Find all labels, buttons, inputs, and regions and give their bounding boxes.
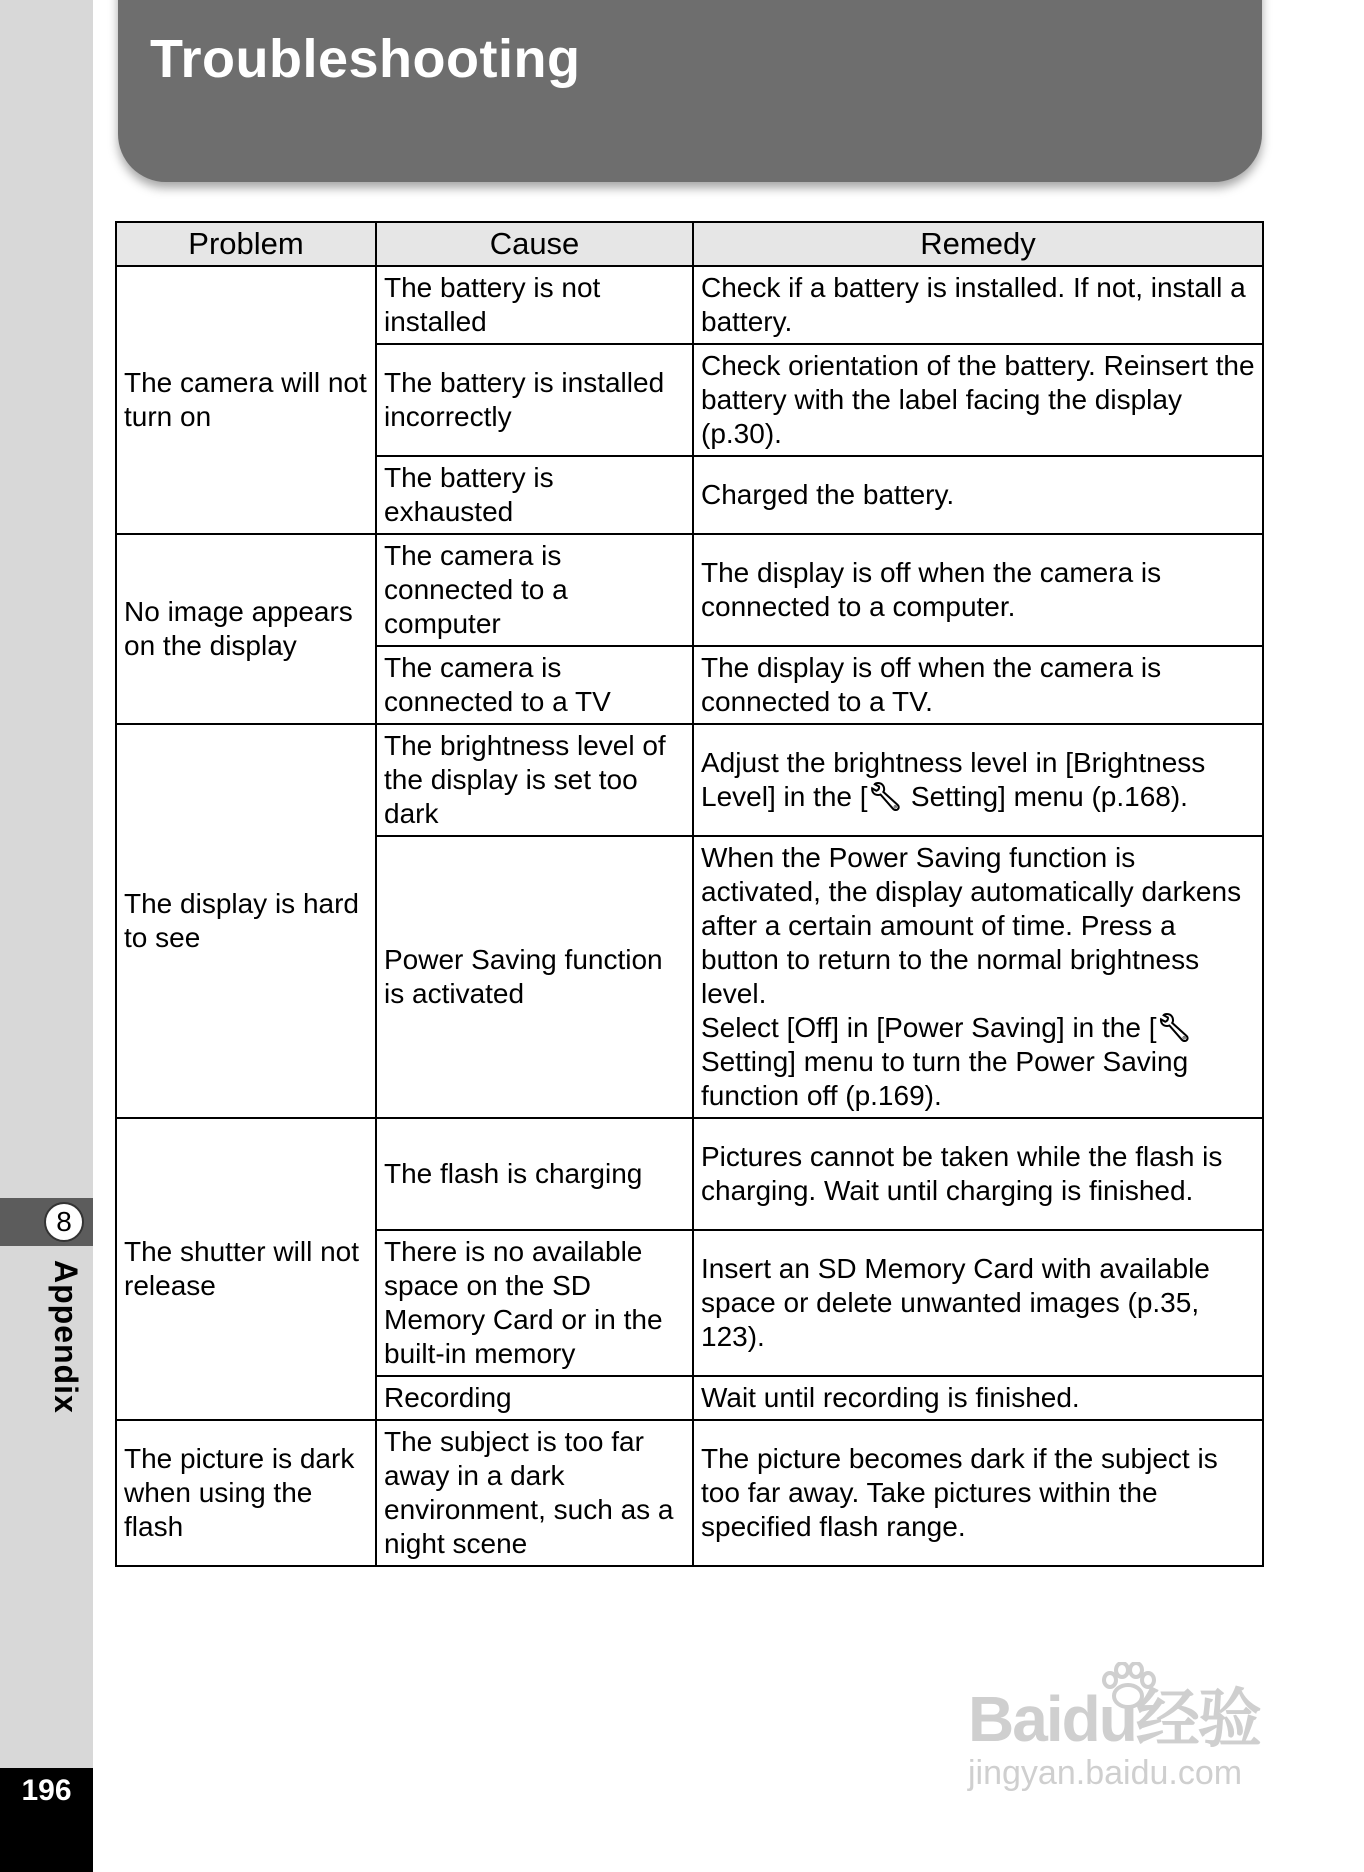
remedy-cell: Insert an SD Memory Card with available space or delete unwanted images (p.35, 123). (693, 1230, 1263, 1376)
problem-cell: The picture is dark when using the flash (116, 1420, 376, 1566)
problem-cell: No image appears on the display (116, 534, 376, 724)
remedy-cell: The display is off when the camera is connected to a TV. (693, 646, 1263, 724)
header-problem: Problem (116, 222, 376, 266)
wrench-icon: 🔧︎ (867, 781, 904, 812)
side-strip (0, 0, 93, 1872)
remedy-cell (693, 724, 1263, 836)
table-header-row (116, 222, 1263, 266)
chapter-number: 8 (44, 1202, 84, 1242)
watermark-sub: jingyan.baidu.com (968, 1754, 1243, 1792)
wrench-icon: 🔧︎ (1156, 1012, 1193, 1043)
problem-cell: The shutter will not release (116, 1118, 376, 1420)
remedy-cell: The display is off when the camera is connected to a computer. (693, 534, 1263, 646)
watermark (968, 1668, 1260, 1793)
chapter-label: Appendix (48, 1260, 84, 1414)
cause-cell: The battery is installed incorrectly (376, 344, 693, 456)
table-row (116, 534, 1263, 646)
remedy-text-post: Setting] menu (p.168). (903, 781, 1188, 812)
cause-cell: Recording (376, 1376, 693, 1420)
remedy-text-post: Setting] menu to turn the Power Saving function off (p.169). (701, 1046, 1189, 1111)
remedy-cell: Check orientation of the battery. Reinsert the battery with the label facing the display (p.30). (693, 344, 1263, 456)
table-row (116, 724, 1263, 836)
remedy-cell: Pictures cannot be taken while the flash is charging. Wait until charging is finished. (693, 1118, 1263, 1230)
header-cause: Cause (376, 222, 693, 266)
problem-cell: The camera will not turn on (116, 266, 376, 534)
cause-cell: The flash is charging (376, 1118, 693, 1230)
table-row (116, 1118, 1263, 1230)
remedy-cell: Check if a battery is installed. If not, install a battery. (693, 266, 1263, 344)
cause-cell: There is no available space on the SD Memory Card or in the built-in memory (376, 1230, 693, 1376)
remedy-text-pre: Adjust the brightness level in [Brightness Level] in the [ (701, 747, 1206, 812)
cause-cell: The battery is not installed (376, 266, 693, 344)
cause-cell: The brightness level of the display is set too dark (376, 724, 693, 836)
cause-cell: The subject is too far away in a dark environment, such as a night scene (376, 1420, 693, 1566)
table-row (116, 1420, 1263, 1566)
problem-cell: The display is hard to see (116, 724, 376, 1118)
table-row (116, 266, 1263, 344)
remedy-cell: The picture becomes dark if the subject is too far away. Take pictures within the specified flash range. (693, 1420, 1263, 1566)
remedy-cell (693, 836, 1263, 1118)
cause-cell: Power Saving function is activated (376, 836, 693, 1118)
page-title: Troubleshooting (150, 29, 581, 89)
remedy-cell: Wait until recording is finished. (693, 1376, 1263, 1420)
cause-cell: The camera is connected to a TV (376, 646, 693, 724)
header-remedy: Remedy (693, 222, 1263, 266)
remedy-cell: Charged the battery. (693, 456, 1263, 534)
page-number: 196 (21, 1774, 72, 1807)
watermark-main: Baidu经验 (968, 1683, 1260, 1755)
troubleshooting-table (115, 221, 1264, 1567)
cause-cell: The camera is connected to a computer (376, 534, 693, 646)
cause-cell: The battery is exhausted (376, 456, 693, 534)
remedy-text-pre: When the Power Saving function is activated, the display automatically darkens after a certain amount of time. Press a button to return to the normal brightness level. Select [Off] in [Power Saving] in the [ (701, 842, 1242, 1043)
